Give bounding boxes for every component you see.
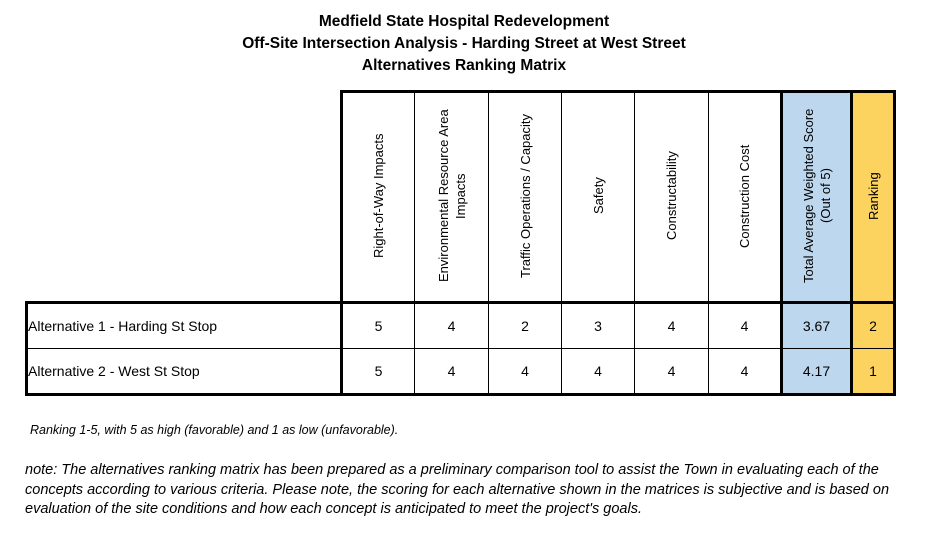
column-header-ranking [852,92,895,303]
alternative-1-label: Alternative 1 - Harding St Stop [27,303,342,349]
alternative-1-environmental-score: 4 [415,303,489,349]
column-header-label: Traffic Operations / Capacity [517,113,533,278]
alternative-2-right-of-way-score: 5 [342,349,415,395]
alternative-1-ranking: 2 [852,303,895,349]
ranking-scale-note: Ranking 1-5, with 5 as high (favorable) and 1 as low (unfavorable). [30,423,399,437]
alternative-2-constructability-score: 4 [635,349,709,395]
column-header-safety [562,92,635,303]
alternative-1-constructability-score: 4 [635,303,709,349]
alternative-2-traffic-score: 4 [489,349,562,395]
alternative-1-total-score: 3.67 [782,303,852,349]
title-block [0,0,928,77]
alternative-2-ranking: 1 [852,349,895,395]
column-header-label: Construction Cost [737,143,752,248]
title-line-2: Off-Site Intersection Analysis - Harding Street at West Street [242,35,686,52]
alternative-2-label: Alternative 2 - West St Stop [27,349,342,395]
alternative-2-total-score: 4.17 [782,349,852,395]
alternative-1-construction-cost-score: 4 [709,303,782,349]
alternative-2-construction-cost-score: 4 [709,349,782,395]
column-header-environmental [415,92,489,303]
title-line-1: Medfield State Hospital Redevelopment [318,13,610,30]
column-header-label: Safety [590,177,606,214]
alternatives-ranking-matrix [25,90,896,396]
column-header-label: Ranking [865,171,881,220]
table-row [27,349,895,395]
corner-cell [27,92,342,303]
column-header-label: Environmental Resource Area Impacts [435,109,468,282]
disclaimer-note: note: The alternatives ranking matrix has been prepared as a preliminary comparison tool to assist the Town in evaluating each of the concepts according to various criteria. Please note, the scoring for each alternative shown in the matrices is subjective and is based on evaluation of the site conditions and how each concept is anticipated to meet the project's goals. [25,462,890,517]
column-header-right-of-way [342,92,415,303]
alternative-1-safety-score: 3 [562,303,635,349]
column-header-total-score [782,92,852,303]
column-header-constructability [635,92,709,303]
alternative-2-environmental-score: 4 [415,349,489,395]
alternative-2-safety-score: 4 [562,349,635,395]
header-row [27,92,895,303]
column-header-construction-cost [709,92,782,303]
column-header-label: Right-of-Way Impacts [371,133,386,258]
alternative-1-traffic-score: 2 [489,303,562,349]
column-header-label: Total Average Weighted Score (Out of 5) [800,108,833,283]
column-header-label: Constructability [664,151,679,240]
table-row [27,303,895,349]
title-line-3: Alternatives Ranking Matrix [361,57,567,74]
alternative-1-right-of-way-score: 5 [342,303,415,349]
column-header-traffic-operations [489,92,562,303]
